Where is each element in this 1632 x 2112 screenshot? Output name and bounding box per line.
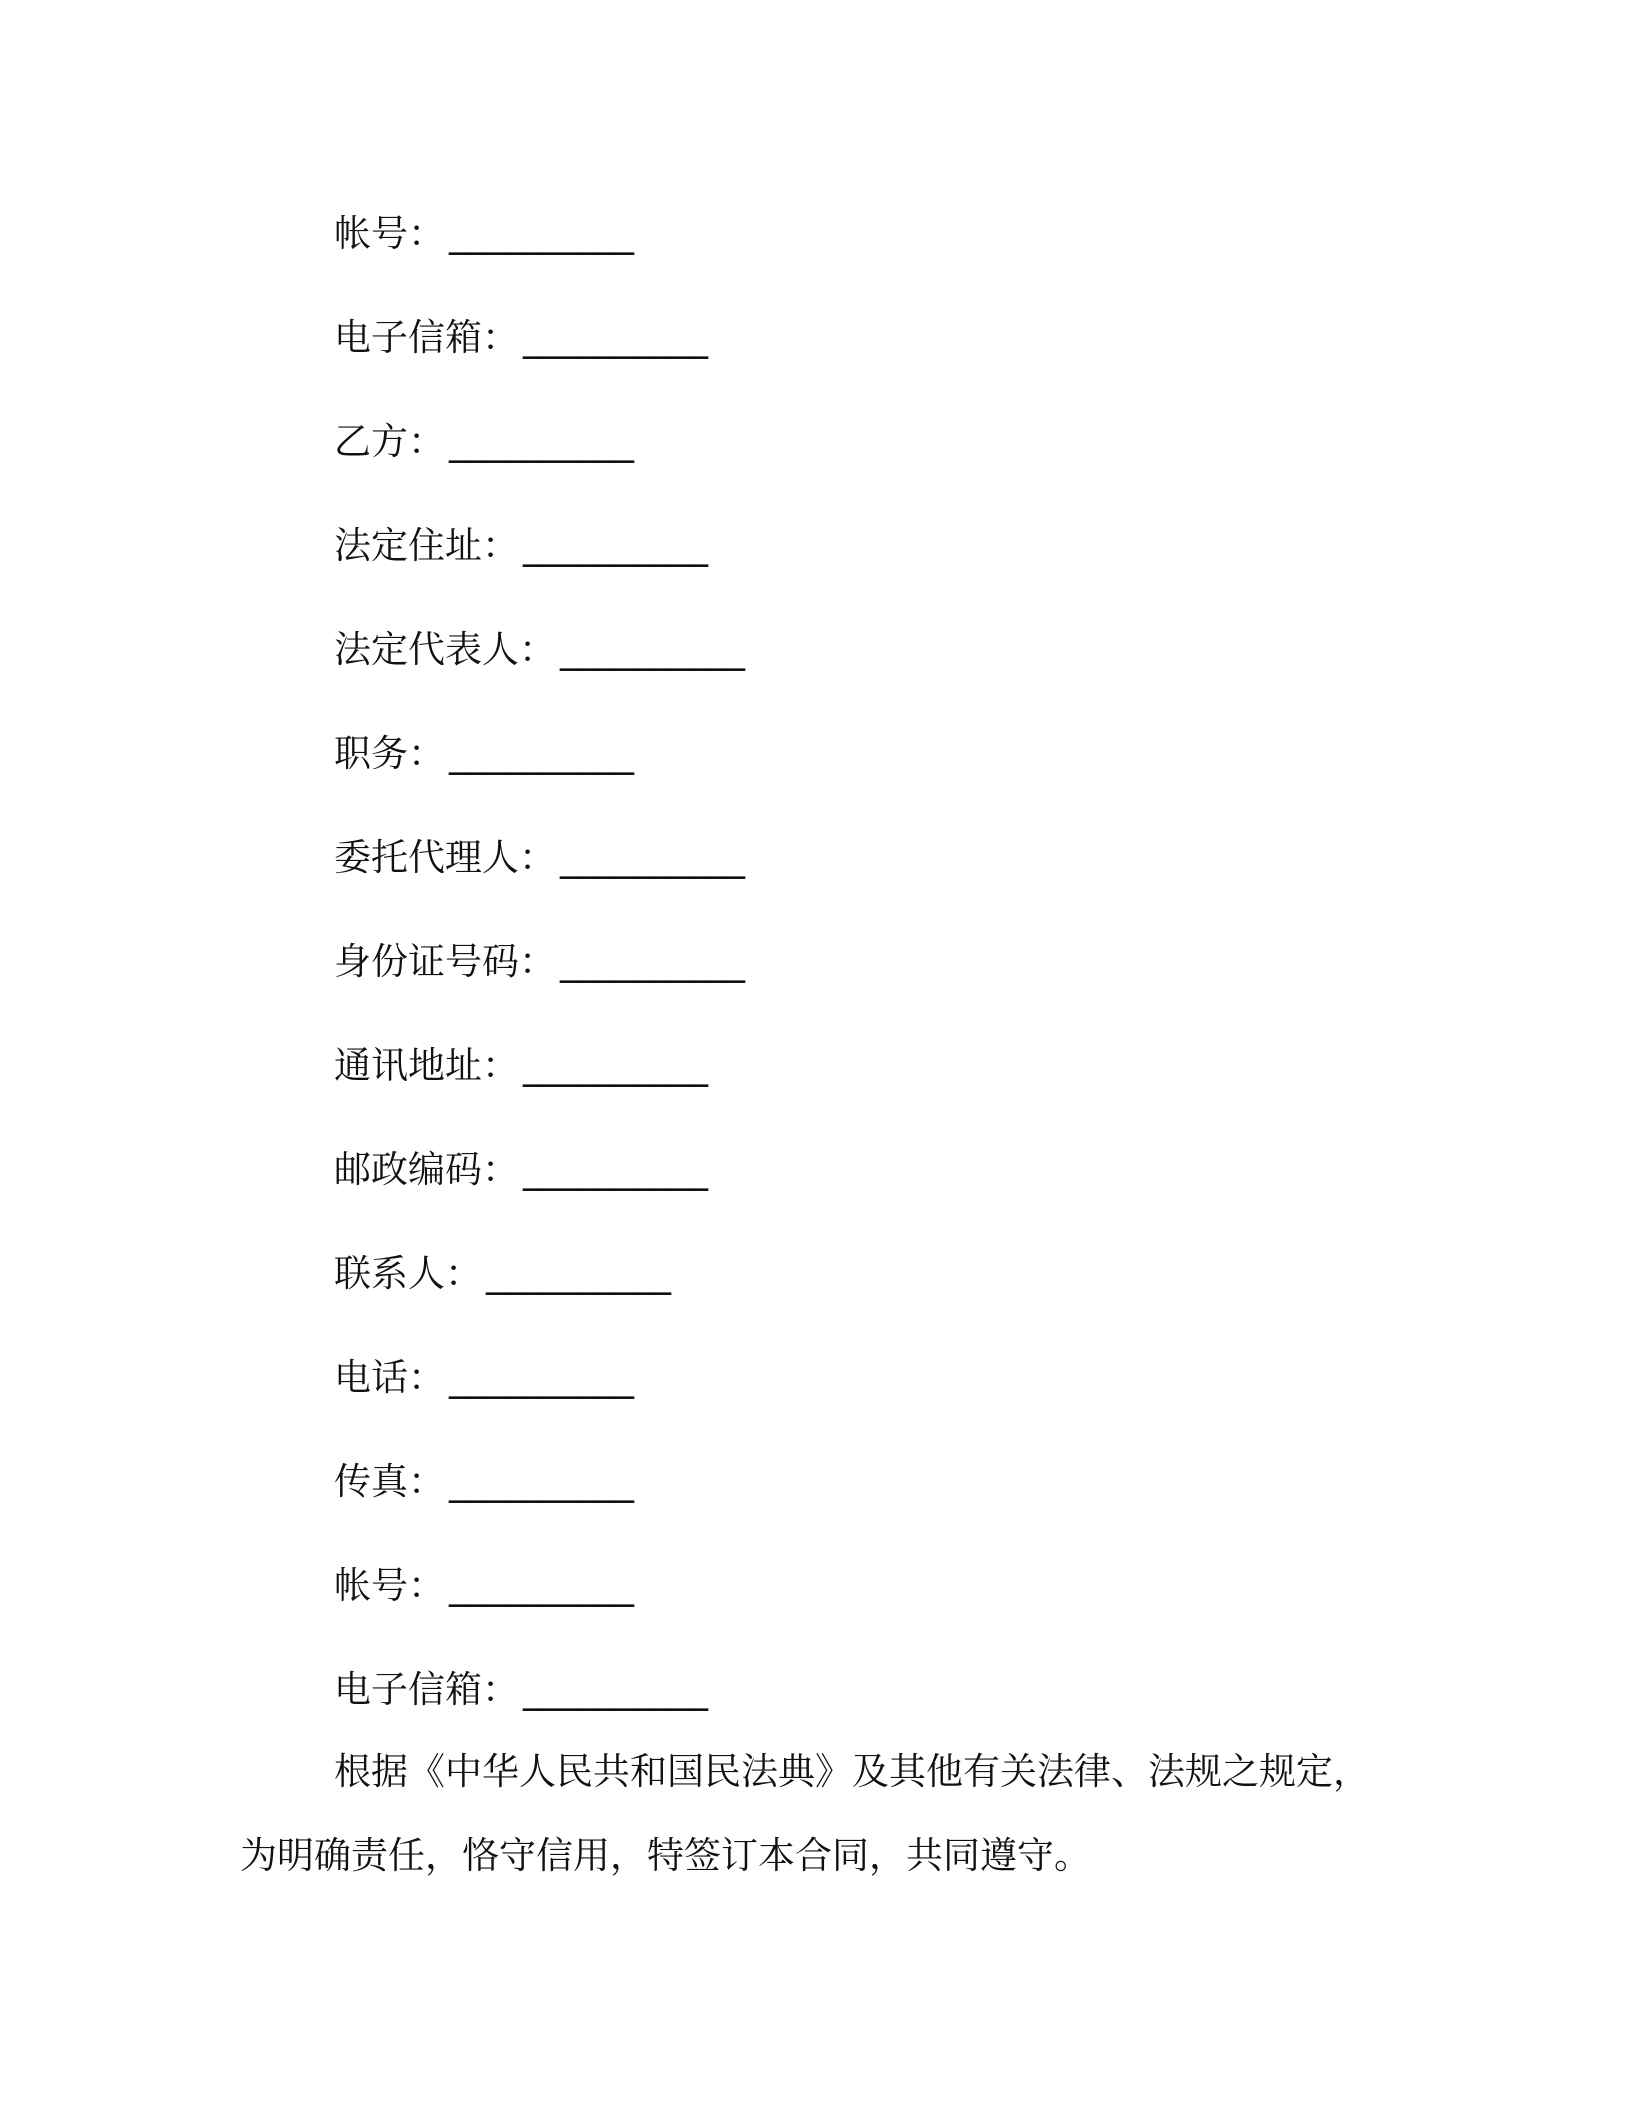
field-blank: __________: [560, 940, 745, 983]
field-label: 通讯地址：: [334, 1044, 519, 1087]
field-account-1: [334, 182, 1434, 286]
field-legal-representative: [334, 598, 1434, 702]
field-label: 法定代表人：: [334, 628, 556, 671]
field-email-1: [334, 286, 1434, 390]
field-id-number: [334, 910, 1434, 1014]
field-email-2: [334, 1638, 1434, 1742]
field-blank: __________: [523, 1668, 708, 1711]
paragraph-line-2: 为明确责任，恪守信用，特签订本合同，共同遵守。: [240, 1834, 1091, 1877]
field-postal-code: [334, 1118, 1434, 1222]
field-authorized-agent: [334, 806, 1434, 910]
field-label: 传真：: [334, 1460, 445, 1503]
field-blank: __________: [449, 732, 634, 775]
field-blank: __________: [560, 836, 745, 879]
field-position: [334, 702, 1434, 806]
field-blank: __________: [449, 420, 634, 463]
field-blank: __________: [523, 316, 708, 359]
field-blank: __________: [449, 1564, 634, 1607]
field-label: 法定住址：: [334, 524, 519, 567]
paragraph-line-1: 根据《中华人民共和国民法典》及其他有关法律、法规之规定，: [334, 1750, 1370, 1793]
field-contact-person: [334, 1222, 1434, 1326]
field-label: 帐号：: [334, 212, 445, 255]
field-blank: __________: [449, 1356, 634, 1399]
field-blank: __________: [560, 628, 745, 671]
field-label: 乙方：: [334, 420, 445, 463]
field-label: 职务：: [334, 732, 445, 775]
field-label: 身份证号码：: [334, 940, 556, 983]
field-label: 联系人：: [334, 1252, 482, 1295]
field-label: 委托代理人：: [334, 836, 556, 879]
field-label: 帐号：: [334, 1564, 445, 1607]
field-label: 电子信箱：: [334, 1668, 519, 1711]
field-label: 电话：: [334, 1356, 445, 1399]
field-blank: __________: [486, 1252, 671, 1295]
field-mailing-address: [334, 1014, 1434, 1118]
field-blank: __________: [523, 524, 708, 567]
field-account-2: [334, 1534, 1434, 1638]
field-phone: [334, 1326, 1434, 1430]
field-party-b: [334, 390, 1434, 494]
field-label: 邮政编码：: [334, 1148, 519, 1191]
field-fax: [334, 1430, 1434, 1534]
contract-basis-paragraph: [240, 1730, 1390, 1898]
field-blank: __________: [449, 212, 634, 255]
field-blank: __________: [523, 1148, 708, 1191]
field-blank: __________: [523, 1044, 708, 1087]
party-info-fields: [334, 182, 1434, 1742]
field-blank: __________: [449, 1460, 634, 1503]
field-label: 电子信箱：: [334, 316, 519, 359]
field-legal-address: [334, 494, 1434, 598]
